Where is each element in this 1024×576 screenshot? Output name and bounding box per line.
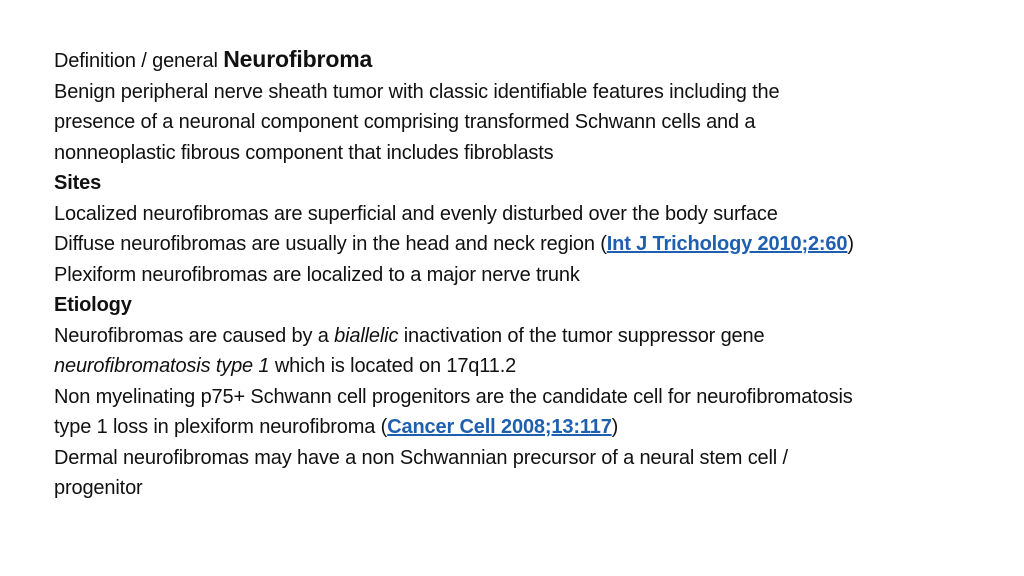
sites-localized: Localized neurofibromas are superficial and evenly disturbed over the body surface (54, 202, 778, 225)
etiology-cause (54, 321, 1014, 352)
definition-line-2: presence of a neuronal component comprising transformed Schwann cells and a (54, 111, 756, 133)
cancer-cell-link[interactable]: Cancer Cell 2008;13:117 (387, 416, 612, 438)
etiology-gene (54, 351, 1014, 382)
etiology-progenitor-line-1: Non myelinating p75+ Schwann cell progenitors are the candidate cell for neurofibromatosis (54, 385, 853, 408)
slide-content (54, 44, 1014, 504)
sites-diffuse-text: Diffuse neurofibromas are usually in the head and neck region ( (54, 233, 607, 255)
definition-prefix: Definition / general (54, 50, 224, 72)
etiology-progenitor-close: ) (611, 416, 619, 438)
etiology-gene-rest: which is located on 17q11.2 (269, 355, 517, 377)
etiology-progenitor-text: type 1 loss in plexiform neurofibroma ( (54, 416, 388, 438)
sites-plexiform: Plexiform neurofibromas are localized to a major nerve trunk (54, 263, 580, 286)
int-j-trichology-link[interactable]: Int J Trichology 2010;2:60 (606, 233, 848, 255)
etiology-dermal-line-2: progenitor (54, 477, 143, 499)
definition-title: Neurofibroma (223, 46, 373, 72)
sites-heading: Sites (54, 172, 102, 194)
definition-line-1: Benign peripheral nerve sheath tumor with classic identifiable features including the (54, 80, 780, 103)
etiology-cause-text: Neurofibromas are caused by a (54, 324, 335, 347)
etiology-cause-rest: inactivation of the tumor suppressor gene (398, 324, 765, 347)
etiology-gene-italic: neurofibromatosis type 1 (54, 355, 270, 377)
definition-heading-line (54, 44, 1014, 77)
sites-diffuse (54, 229, 1014, 260)
etiology-cause-italic: biallelic (334, 324, 399, 347)
sites-diffuse-close: ) (847, 233, 854, 255)
etiology-progenitor-line-2 (54, 412, 1014, 443)
etiology-dermal-line-1: Dermal neurofibromas may have a non Schwannian precursor of a neural stem cell / (54, 446, 788, 469)
etiology-heading: Etiology (54, 294, 132, 316)
definition-line-3: nonneoplastic fibrous component that includes fibroblasts (54, 141, 554, 164)
